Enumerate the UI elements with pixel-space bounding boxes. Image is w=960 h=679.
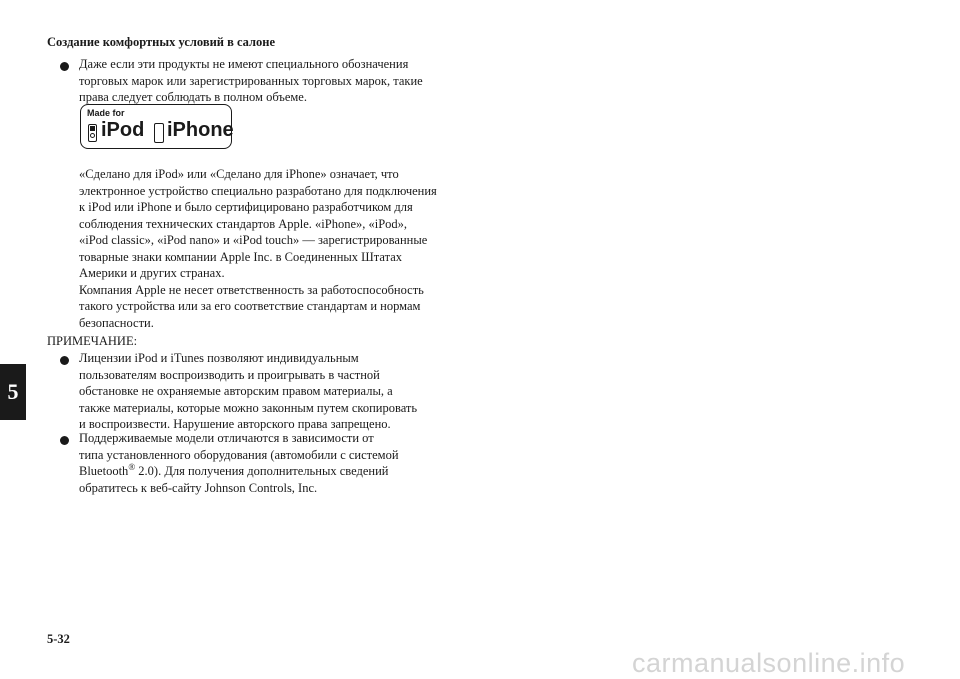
text-line: типа установленного оборудования (автомобили с системой (79, 447, 399, 462)
text-line: торговых марок или зарегистрированных торговых марок, такие (79, 73, 423, 88)
intro-bullet-item (60, 56, 470, 106)
ipod-icon (88, 124, 97, 142)
text-line: и воспроизвести. Нарушение авторского права запрещено. (79, 417, 391, 431)
registered-mark: ® (128, 461, 136, 472)
text-line: «iPod classic», «iPod nano» и «iPod touch» — зарегистрированные (79, 233, 428, 247)
text-line (79, 463, 470, 480)
note-bullet-item (60, 350, 470, 433)
note-heading: ПРИМЕЧАНИЕ: (47, 334, 138, 348)
section-header: Создание комфортных условий в салоне (47, 35, 276, 49)
text-line: «Сделано для iPod» или «Сделано для iPhone» означает, что (79, 167, 399, 181)
text-line: Компания Apple не несет ответственность за работоспособность (79, 282, 424, 297)
note-bullet-item (60, 430, 470, 496)
text-line: обстановке не охраняемые авторским правом материалы, а (79, 384, 393, 398)
text-line: Поддерживаемые модели отличаются в зависимости от (79, 431, 374, 445)
logo-ipod-text: iPod (101, 119, 145, 141)
page-number: 5-32 (47, 632, 70, 646)
chapter-tab: 5 (0, 364, 26, 420)
text-line: Америки и других странах. (79, 266, 225, 280)
text-line: соблюдения технических стандартов Apple. «iPhone», «iPod», (79, 216, 408, 231)
bluetooth-text: Bluetooth (79, 464, 129, 478)
text-line: товарные знаки компании Apple Inc. в Соединенных Штатах (79, 249, 403, 264)
made-for-ipod-iphone-logo (80, 104, 232, 149)
text-line: пользователям воспроизводить и проигрывать в частной (79, 367, 380, 382)
text-line: к iPod или iPhone и было сертифицировано разработчиком для (79, 200, 413, 214)
apple-disclaimer-paragraph (79, 166, 479, 331)
text-line: также материалы, которые можно законным путем скопировать (79, 400, 418, 415)
text-line: безопасности. (79, 315, 154, 330)
bullet-icon (60, 62, 69, 71)
bullet-icon (60, 436, 69, 445)
watermark: carmanualsonline.info (632, 648, 906, 678)
text-line: Даже если эти продукты не имеют специального обозначения (79, 57, 409, 71)
logo-made-for-text: Made for (87, 108, 125, 118)
text-line: обратитесь к веб-сайту Johnson Controls, Inc. (79, 480, 318, 495)
text-line: права следует соблюдать в полном объеме. (79, 90, 307, 104)
text-line: Лицензии iPod и iTunes позволяют индивидуальным (79, 351, 359, 365)
text-line: такого устройства или за его соответствие стандартам и нормам (79, 299, 421, 313)
bullet-icon (60, 356, 69, 365)
text-fragment: 2.0). Для получения дополнительных сведений (135, 464, 389, 478)
logo-iphone-text: iPhone (167, 119, 234, 141)
text-line: электронное устройство специально разработано для подключения (79, 183, 437, 198)
iphone-icon (154, 123, 164, 143)
